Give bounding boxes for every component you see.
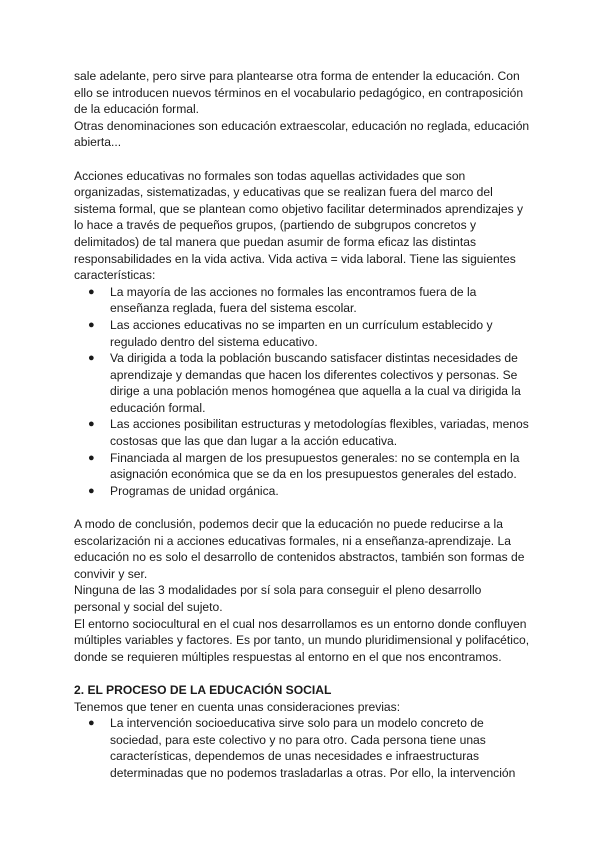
paragraph-non-formal-definition: Acciones educativas no formales son todas aquellas actividades que son organizadas, sistematizadas, y educativas que se realizan fuera del marco del sistema formal, que se plantean como objetivo facilitar determinados aprendizajes y lo hace a través de pequeños grupos, (partiendo de subgrupos concretos y delimitados) de tal manera que puedan asumir de forma eficaz las distintas responsabilidades en la vida activa. Vida activa = vida laboral. Tiene las siguientes características:	[74, 168, 524, 283]
characteristics-list	[74, 284, 530, 500]
paragraph-conclusion: A modo de conclusión, podemos decir que la educación no puede reducirse a la escolarización ni a acciones educativas formales, ni a enseñanza-aprendizaje. La educación no es solo el desarrollo de contenidos abstractos, también son formas de convivir y ser.	[74, 517, 525, 581]
list-item	[74, 450, 530, 483]
paragraph-other-denominations: Otras denominaciones son educación extraescolar, educación no reglada, educación abierta...	[74, 118, 530, 150]
list-item	[74, 350, 530, 416]
list-item	[74, 715, 530, 781]
list-item	[74, 317, 530, 350]
considerations-list	[74, 715, 530, 781]
paragraph-gap	[74, 665, 530, 682]
list-item-text: Las acciones educativas no se imparten en un currículum establecido y regulado dentro del sistema educativo.	[110, 317, 493, 349]
list-item	[74, 416, 530, 449]
list-item-text: Programas de unidad orgánica.	[110, 483, 279, 498]
document-page	[74, 68, 530, 782]
list-item-text: Financiada al margen de los presupuestos generales: no se contempla en la asignación económica que se da en los presupuestos generales del estado.	[110, 450, 520, 482]
bullet-icon: ●	[88, 717, 95, 730]
bullet-icon: ●	[88, 451, 95, 464]
bullet-icon: ●	[88, 352, 95, 365]
paragraph-gap	[74, 151, 530, 168]
paragraph-intro-continuation: sale adelante, pero sirve para plantearse otra forma de entender la educación. Con ello se introducen nuevos términos en el vocabulario pedagógico, en contraposición de la educación formal.	[74, 69, 524, 117]
section-heading: 2. EL PROCESO DE LA EDUCACIÓN SOCIAL	[74, 682, 332, 697]
list-item-text: Las acciones posibilitan estructuras y metodologías flexibles, variadas, menos costosas que las que dan lugar a la acción educativa.	[110, 417, 529, 449]
bullet-icon: ●	[88, 285, 95, 298]
bullet-icon: ●	[88, 318, 95, 331]
list-item-text: Va dirigida a toda la población buscando satisfacer distintas necesidades de aprendizaje y demandas que hacen los diferentes colectivos y personas. Se dirige a una población menos homogénea que aquella a la cual va dirigida la educación formal.	[110, 351, 521, 415]
bullet-icon: ●	[88, 484, 95, 497]
list-item	[74, 284, 530, 317]
paragraph-sociocultural-environment: El entorno sociocultural en el cual nos desarrollamos es un entorno donde confluyen múltiples variables y factores. Es por tanto, un mundo pluridimensional y polifacético, donde se requieren múltiples respuestas al entorno en el que nos encontramos.	[74, 616, 530, 664]
paragraph-previous-considerations: Tenemos que tener en cuenta unas consideraciones previas:	[74, 699, 401, 714]
list-item-text: La mayoría de las acciones no formales las encontramos fuera de la enseñanza reglada, fuera del sistema escolar.	[110, 284, 477, 316]
bullet-icon: ●	[88, 418, 95, 431]
list-item-text: La intervención socioeducativa sirve solo para un modelo concreto de sociedad, para este colectivo y no para otro. Cada persona tiene unas características, dependemos de unas necesidades e infraestructuras determinadas que no podemos trasladarlas a otras. Por ello, la intervención	[110, 716, 516, 780]
paragraph-modalities: Ninguna de las 3 modalidades por sí sola para conseguir el pleno desarrollo personal y social del sujeto.	[74, 583, 482, 614]
list-item	[74, 483, 530, 500]
paragraph-gap	[74, 499, 530, 516]
